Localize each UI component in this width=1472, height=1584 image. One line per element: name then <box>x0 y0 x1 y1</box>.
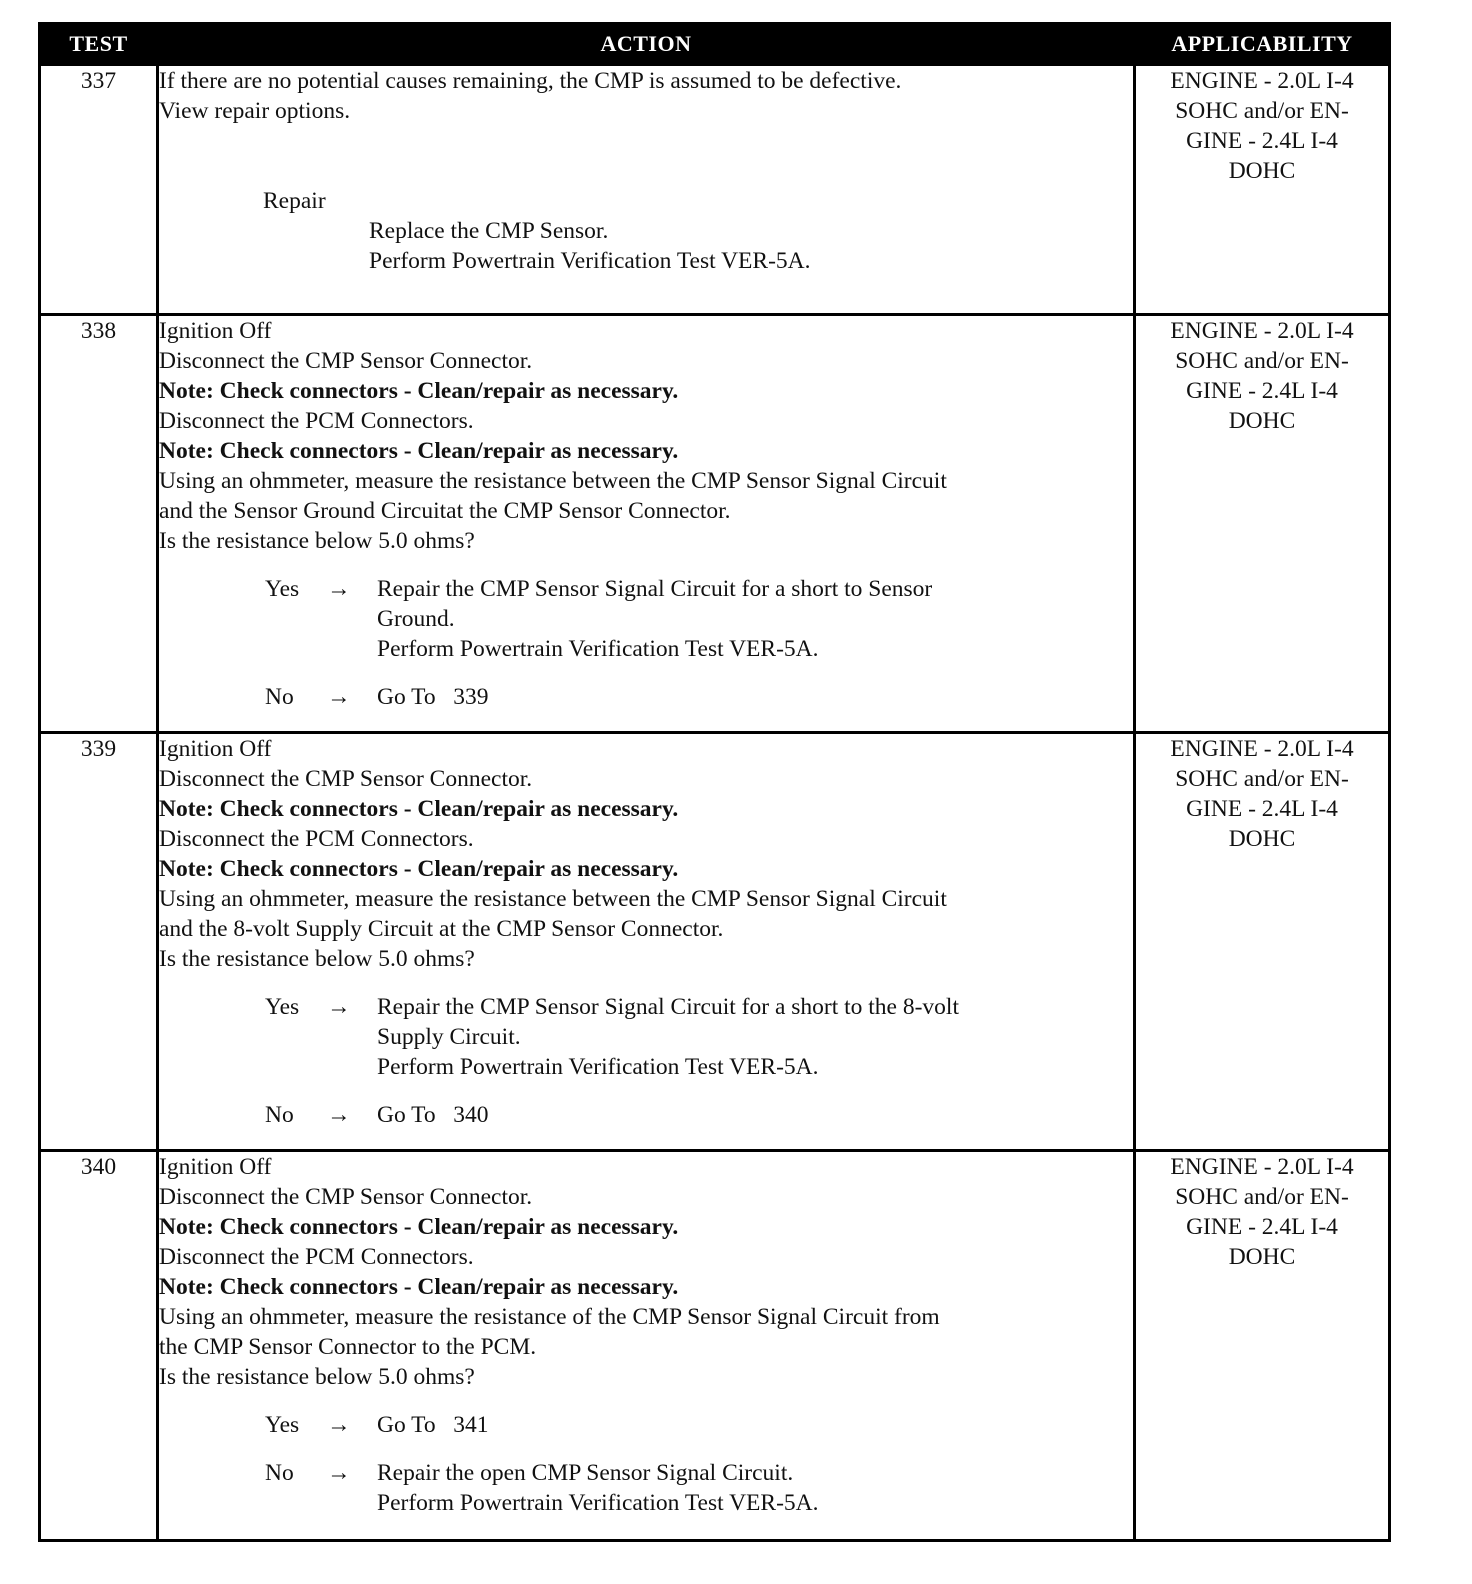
header-action: ACTION <box>158 24 1135 65</box>
applicability-cell: ENGINE - 2.0L I-4 SOHC and/or EN- GINE - 2.4L I-4 DOHC <box>1135 1151 1390 1541</box>
response-line: Perform Powertrain Verification Test VER-5A. <box>377 636 819 662</box>
action-cell <box>158 65 1135 315</box>
action-cell <box>158 1151 1135 1541</box>
repair-label: Repair <box>263 188 326 214</box>
action-line: Ignition Off <box>159 736 272 762</box>
action-line: and the Sensor Ground Circuitat the CMP Sensor Connector. <box>159 498 731 524</box>
diagnostic-page <box>38 22 1388 1542</box>
note-line: Note: Check connectors - Clean/repair as necessary. <box>159 378 679 404</box>
test-number: 338 <box>40 315 158 733</box>
yes-response <box>159 992 1133 1082</box>
action-line: and the 8-volt Supply Circuit at the CMP Sensor Connector. <box>159 916 724 942</box>
response-line: Repair the open CMP Sensor Signal Circuit. <box>377 1460 794 1486</box>
question-line: Is the resistance below 5.0 ohms? <box>159 1364 475 1390</box>
no-response <box>159 682 1133 712</box>
action-line: View repair options. <box>159 98 351 124</box>
action-line: Disconnect the PCM Connectors. <box>159 408 474 434</box>
table-row <box>40 1151 1390 1541</box>
question-line: Is the resistance below 5.0 ohms? <box>159 946 475 972</box>
action-line: Disconnect the PCM Connectors. <box>159 826 474 852</box>
yes-label: Yes <box>265 1412 300 1438</box>
response-line: Perform Powertrain Verification Test VER-5A. <box>377 1490 819 1516</box>
header-applicability: APPLICABILITY <box>1135 24 1390 65</box>
no-label: No <box>265 684 294 710</box>
test-number: 337 <box>40 65 158 315</box>
table-header-row <box>40 24 1390 65</box>
response-line: Repair the CMP Sensor Signal Circuit for a short to the 8-volt <box>377 994 959 1020</box>
question-line: Is the resistance below 5.0 ohms? <box>159 528 475 554</box>
header-test: TEST <box>40 24 158 65</box>
arrow-icon: → <box>327 1412 351 1438</box>
response-line: Repair the CMP Sensor Signal Circuit for a short to Sensor <box>377 576 933 602</box>
no-label: No <box>265 1460 294 1486</box>
test-number: 340 <box>40 1151 158 1541</box>
action-line: Disconnect the CMP Sensor Connector. <box>159 766 533 792</box>
note-line: Note: Check connectors - Clean/repair as necessary. <box>159 1274 679 1300</box>
action-line: If there are no potential causes remaining, the CMP is assumed to be defective. <box>159 68 902 94</box>
no-response <box>159 1100 1133 1130</box>
yes-response <box>159 1410 1133 1440</box>
action-line: Using an ohmmeter, measure the resistance between the CMP Sensor Signal Circuit <box>159 886 947 912</box>
table-row <box>40 733 1390 1151</box>
goto-line: Go To 339 <box>377 684 489 710</box>
response-line: Ground. <box>377 606 455 632</box>
diagnostic-test-table <box>38 22 1391 1542</box>
note-line: Note: Check connectors - Clean/repair as necessary. <box>159 438 679 464</box>
action-line: Disconnect the PCM Connectors. <box>159 1244 474 1270</box>
note-line: Note: Check connectors - Clean/repair as necessary. <box>159 796 679 822</box>
yes-label: Yes <box>265 994 300 1020</box>
arrow-icon: → <box>327 1102 351 1128</box>
goto-line: Go To 341 <box>377 1412 489 1438</box>
table-row <box>40 315 1390 733</box>
yes-response <box>159 574 1133 664</box>
action-cell <box>158 733 1135 1151</box>
arrow-icon: → <box>327 994 351 1020</box>
response-line: Perform Powertrain Verification Test VER-5A. <box>377 1054 819 1080</box>
action-line: Using an ohmmeter, measure the resistance between the CMP Sensor Signal Circuit <box>159 468 947 494</box>
response-line: Supply Circuit. <box>377 1024 521 1050</box>
arrow-icon: → <box>327 576 351 602</box>
test-number: 339 <box>40 733 158 1151</box>
note-line: Note: Check connectors - Clean/repair as necessary. <box>159 1214 679 1240</box>
no-response <box>159 1458 1133 1518</box>
applicability-cell: ENGINE - 2.0L I-4 SOHC and/or EN- GINE - 2.4L I-4 DOHC <box>1135 65 1390 315</box>
applicability-cell: ENGINE - 2.0L I-4 SOHC and/or EN- GINE - 2.4L I-4 DOHC <box>1135 733 1390 1151</box>
yes-label: Yes <box>265 576 300 602</box>
table-row <box>40 65 1390 315</box>
action-line: Disconnect the CMP Sensor Connector. <box>159 348 533 374</box>
arrow-icon: → <box>327 684 351 710</box>
repair-step: Perform Powertrain Verification Test VER-5A. <box>369 248 811 274</box>
arrow-icon: → <box>327 1460 351 1486</box>
applicability-cell: ENGINE - 2.0L I-4 SOHC and/or EN- GINE - 2.4L I-4 DOHC <box>1135 315 1390 733</box>
action-line: Ignition Off <box>159 318 272 344</box>
note-line: Note: Check connectors - Clean/repair as necessary. <box>159 856 679 882</box>
action-cell <box>158 315 1135 733</box>
repair-step: Replace the CMP Sensor. <box>369 218 609 244</box>
action-line: the CMP Sensor Connector to the PCM. <box>159 1334 537 1360</box>
goto-line: Go To 340 <box>377 1102 489 1128</box>
action-line: Disconnect the CMP Sensor Connector. <box>159 1184 533 1210</box>
no-label: No <box>265 1102 294 1128</box>
action-line: Using an ohmmeter, measure the resistance of the CMP Sensor Signal Circuit from <box>159 1304 940 1330</box>
action-line: Ignition Off <box>159 1154 272 1180</box>
